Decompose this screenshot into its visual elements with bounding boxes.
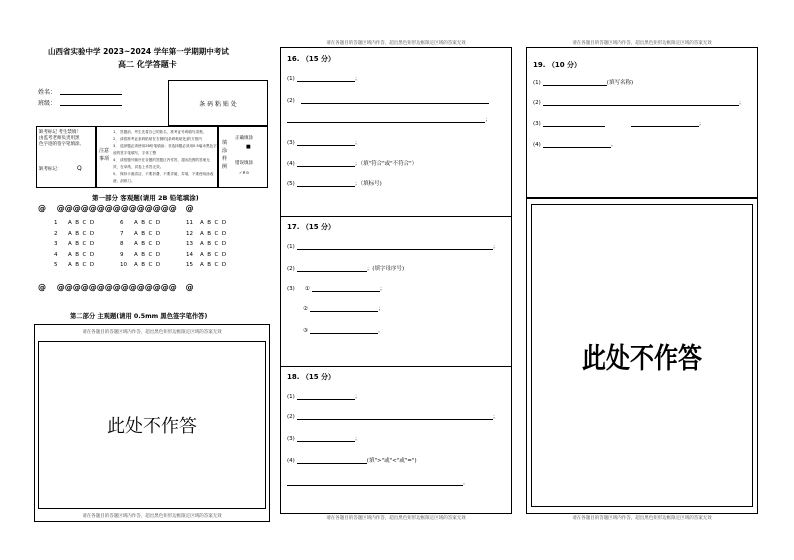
answer-options[interactable]: A B C D <box>68 230 95 237</box>
timing-row-bottom: @ @@@@@@@@@@@@@@@ @ <box>38 283 194 292</box>
q16-3-answer[interactable] <box>297 138 355 146</box>
mc-row <box>40 252 246 263</box>
no-answer-zone <box>531 204 753 507</box>
correct-mark: ■ <box>246 144 251 150</box>
q18-title: 18. （15 分） <box>287 373 336 381</box>
q16-2-answer-cont[interactable] <box>287 115 485 123</box>
q19-title: 19. （10 分） <box>533 61 582 69</box>
question-number: 7 <box>120 230 124 237</box>
mc-row <box>40 231 246 242</box>
answer-area-panel3: 19. （10 分） (1) (填写名称) (2) ； (3) ； (4) 。 <box>526 47 758 198</box>
objective-answers <box>40 220 246 273</box>
q16-2-answer[interactable] <box>301 96 489 104</box>
notice-line: 5、 保持卡面清洁，不要折叠、不要弄破、弄皱，不准使用涂改液、刮纸刀。 <box>113 172 214 183</box>
question-number: 2 <box>54 230 58 237</box>
header-subtitle: 高二 化学答题卡 <box>118 60 177 69</box>
answer-area-panel2: 16. （15 分） (1) ； (2) ； (3) ； (4) ；（填"符合"或"不符合"） (5) ；（填标号) 17. （15 分） (1) ； (2) ；(填字母序号) (3) ① ； ② ； ③ 。 18. （15 分） (1) ； (2) ； (3) ； (4) (填">"或"<"或"=") 。 <box>280 47 512 514</box>
question-number: 1 <box>54 220 58 226</box>
q19-4-answer[interactable] <box>543 140 611 148</box>
answer-options[interactable]: A B C D <box>200 230 227 237</box>
warning-top: 请在各题目的答题区域内作答，超出黑色矩形边框限定区域的答案无效 <box>326 41 466 46</box>
answer-area-panel3-lower <box>526 198 758 514</box>
q18-4-answer[interactable] <box>297 456 367 464</box>
class-label: 班级： <box>38 100 57 107</box>
answer-options[interactable]: A B C D <box>200 220 227 226</box>
q16-4-answer[interactable] <box>297 159 355 167</box>
no-answer-text: 此处不作答 <box>107 416 197 437</box>
warning-top: 请在各题目的答题区域内作答，超出黑色矩形边框限定区域的答案无效 <box>82 330 222 335</box>
absent-text1: 缺考标记 考生禁填！ <box>39 130 81 135</box>
question-number: 10 <box>120 262 127 268</box>
q16-1-answer[interactable] <box>297 74 355 82</box>
notice-line: 1、 答题前，考生先将自己的姓名、准考证号码填写清楚。 <box>113 130 207 134</box>
q16-title: 16. （15 分） <box>287 55 336 63</box>
question-number: 8 <box>120 241 124 247</box>
q17-2-answer[interactable] <box>297 264 367 272</box>
answer-options[interactable]: A B C D <box>134 262 161 268</box>
answer-options[interactable]: A B C D <box>134 220 161 226</box>
section-divider <box>281 366 511 367</box>
question-number: 3 <box>54 241 58 247</box>
warning-bottom: 请在各题目的答题区域内作答，超出黑色矩形边框限定区域的答案无效 <box>82 514 222 519</box>
mc-row <box>40 241 246 252</box>
question-number: 15 <box>186 262 193 268</box>
mc-row <box>40 220 246 231</box>
q18-3-answer[interactable] <box>297 434 355 442</box>
mc-row <box>40 262 246 273</box>
absent-text3: 色字迹的签字笔填涂。 <box>39 142 84 147</box>
question-number: 11 <box>186 220 193 226</box>
header-title: 山西省实验中学 2023~2024 学年第一学期期中考试 <box>48 47 229 56</box>
answer-options[interactable]: A B C D <box>134 230 161 237</box>
question-number: 14 <box>186 251 193 258</box>
answer-area-panel1 <box>34 324 270 522</box>
q18-2-answer[interactable] <box>297 412 493 420</box>
answer-options[interactable]: A B C D <box>68 251 95 258</box>
notice-line: 3、 选择题必须使用2B铅笔填涂；非选择题必须用0.5毫米黑色字迹的签字笔填写，字体工整 <box>113 144 217 155</box>
question-number: 12 <box>186 230 193 237</box>
notice-line: 2、 请将准考证条码粘贴在右侧的[条码粘贴处]的方框内 <box>113 137 202 141</box>
notice-box <box>96 126 218 188</box>
no-answer-text: 此处不作答 <box>582 342 702 375</box>
q18-1-answer[interactable] <box>297 392 355 400</box>
notice-line: 4、 请按题号顺序在各题的答题区内作答，超出范围的答案无效，在草纸、试卷上作答无效。 <box>113 158 210 169</box>
answer-options[interactable]: A B C D <box>68 241 95 247</box>
wrong-marks: ✓✗⊙ <box>239 170 250 175</box>
part1-title: 第一部分 客观题(请用 2B 铅笔填涂) <box>92 194 199 202</box>
answer-options[interactable]: A B C D <box>134 251 161 258</box>
warning-top: 请在各题目的答题区域内作答，超出黑色矩形边框限定区域的答案无效 <box>572 41 712 46</box>
notice-label: 注意事项 <box>99 148 110 162</box>
section-divider <box>281 216 511 217</box>
warning-bottom: 请在各题目的答题区域内作答，超出黑色矩形边框限定区域的答案无效 <box>326 516 466 521</box>
answer-options[interactable]: A B C D <box>68 262 95 268</box>
answer-options[interactable]: A B C D <box>200 241 227 247</box>
part2-title: 第二部分 主观题(请用 0.5mm 黑色签字笔作答) <box>70 313 208 320</box>
q19-1-answer[interactable] <box>543 78 607 86</box>
correct-label: 正确填涂 <box>235 136 253 141</box>
q17-title: 17. （15 分） <box>287 223 336 231</box>
q17-3-2-answer[interactable] <box>310 304 378 312</box>
answer-options[interactable]: A B C D <box>200 251 227 258</box>
absent-box <box>36 126 96 188</box>
answer-options[interactable]: A B C D <box>134 241 161 247</box>
warning-bottom: 请在各题目的答题区域内作答，超出黑色矩形边框限定区域的答案无效 <box>572 516 712 521</box>
q16-5-answer[interactable] <box>297 179 355 187</box>
q18-4-answer-cont[interactable] <box>287 478 463 486</box>
answer-options[interactable]: A B C D <box>200 262 227 268</box>
q17-3-3-answer[interactable] <box>310 326 378 334</box>
name-label: 姓名： <box>38 89 57 96</box>
barcode-label: 条 码 粘 贴 处 <box>199 100 237 108</box>
fill-example-box <box>218 126 268 188</box>
no-answer-zone <box>38 341 266 509</box>
barcode-area <box>168 80 268 126</box>
q19-3-answer-b[interactable] <box>631 119 699 127</box>
timing-row-top: @ @@@@@@@@@@@@@@@ @ <box>38 204 194 213</box>
absent-mark-label: 缺考标记： <box>39 167 62 172</box>
question-number: 13 <box>186 241 193 247</box>
q17-1-answer[interactable] <box>297 242 493 250</box>
q19-3-answer-a[interactable] <box>543 119 605 127</box>
fill-example-label: 填涂样例 <box>222 140 228 170</box>
q17-3-1-answer[interactable] <box>312 284 380 292</box>
wrong-label: 错误填涂 <box>235 161 253 166</box>
question-number: 9 <box>120 251 124 258</box>
absent-text2: 由监考老师负责用黑 <box>39 136 80 141</box>
question-number: 4 <box>54 251 58 258</box>
name-field[interactable] <box>60 94 122 95</box>
absent-mark-box[interactable]: Q <box>76 165 82 172</box>
class-field[interactable] <box>60 105 122 106</box>
answer-options[interactable]: A B C D <box>68 220 95 226</box>
q19-2-answer[interactable] <box>543 98 739 106</box>
question-number: 5 <box>54 262 58 268</box>
question-number: 6 <box>120 220 124 226</box>
